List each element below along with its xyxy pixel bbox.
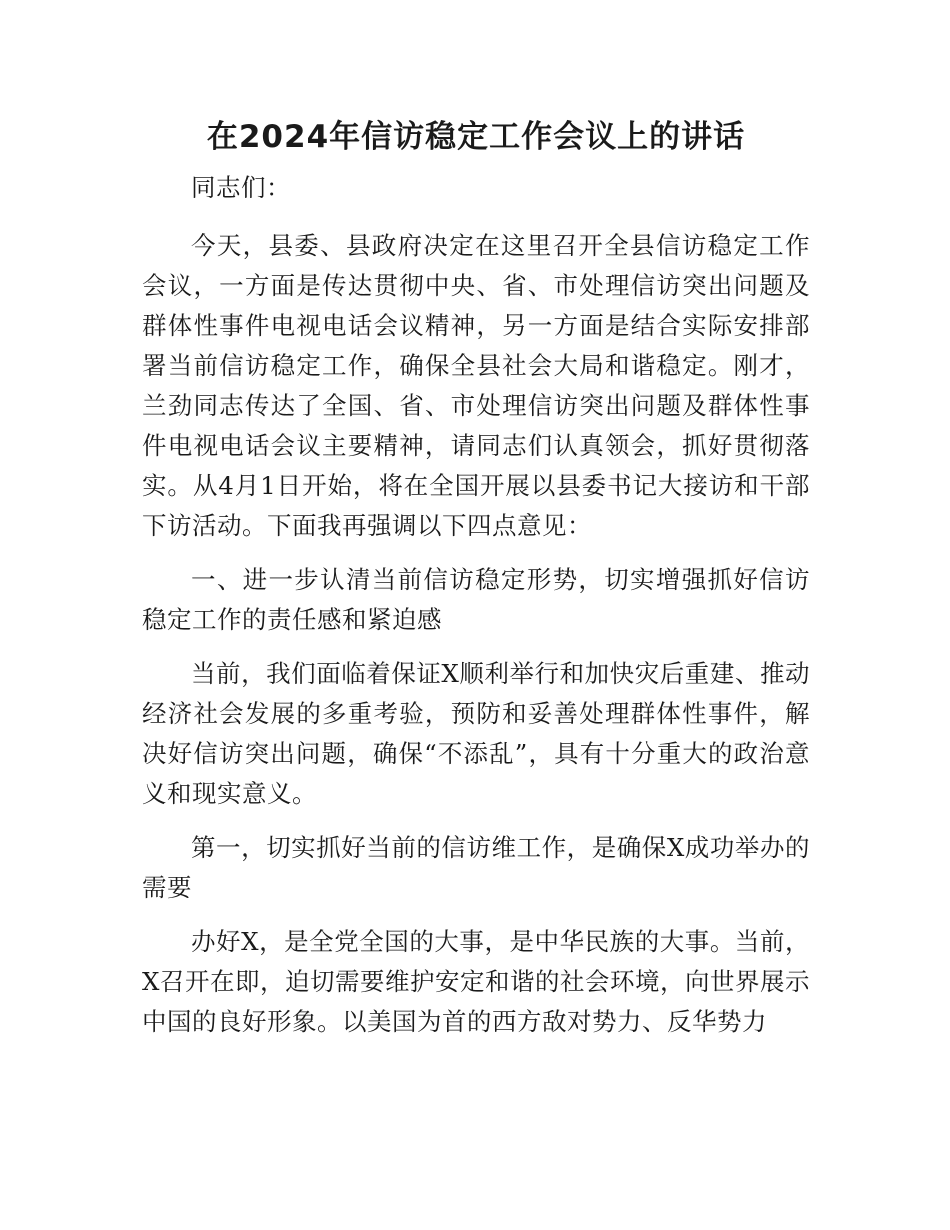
subsection-heading-first: 第一，切实抓好当前的信访维工作，是确保X成功举办的需要 [142,833,810,902]
section-heading-one: 一、进一步认清当前信访稳定形势，切实增强抓好信访稳定工作的责任感和紧迫感 [142,565,810,634]
body-paragraph-event: 办好X，是全党全国的大事，是中华民族的大事。当前，X召开在即，迫切需要维护安定和谐的社会环境，向世界展示中国的良好形象。以美国为首的西方敌对势力、反华势力 [142,927,810,1036]
document-title: 在2024年信访稳定工作会议上的讲话 [206,119,746,155]
greeting-paragraph: 同志们： [191,173,291,202]
body-paragraph-situation: 当前，我们面临着保证X顺利举行和加快灾后重建、推动经济社会发展的多重考验，预防和妥善处理群体性事件，解决好信访突出问题，确保“不添乱”，具有十分重大的政治意义和现实意义。 [142,659,810,808]
document-page [142,112,810,1056]
body-paragraph-intro: 今天，县委、县政府决定在这里召开全县信访稳定工作会议，一方面是传达贯彻中央、省、市处理信访突出问题及群体性事件电视电话会议精神，另一方面是结合实际安排部署当前信访稳定工作，确保全县社会大局和谐稳定。刚才，兰劲同志传达了全国、省、市处理信访突出问题及群体性事件电视电话会议主要精神，请同志们认真领会，抓好贯彻落实。从4月1日开始，将在全国开展以县委书记大接访和干部下访活动。下面我再强调以下四点意见： [142,231,810,540]
